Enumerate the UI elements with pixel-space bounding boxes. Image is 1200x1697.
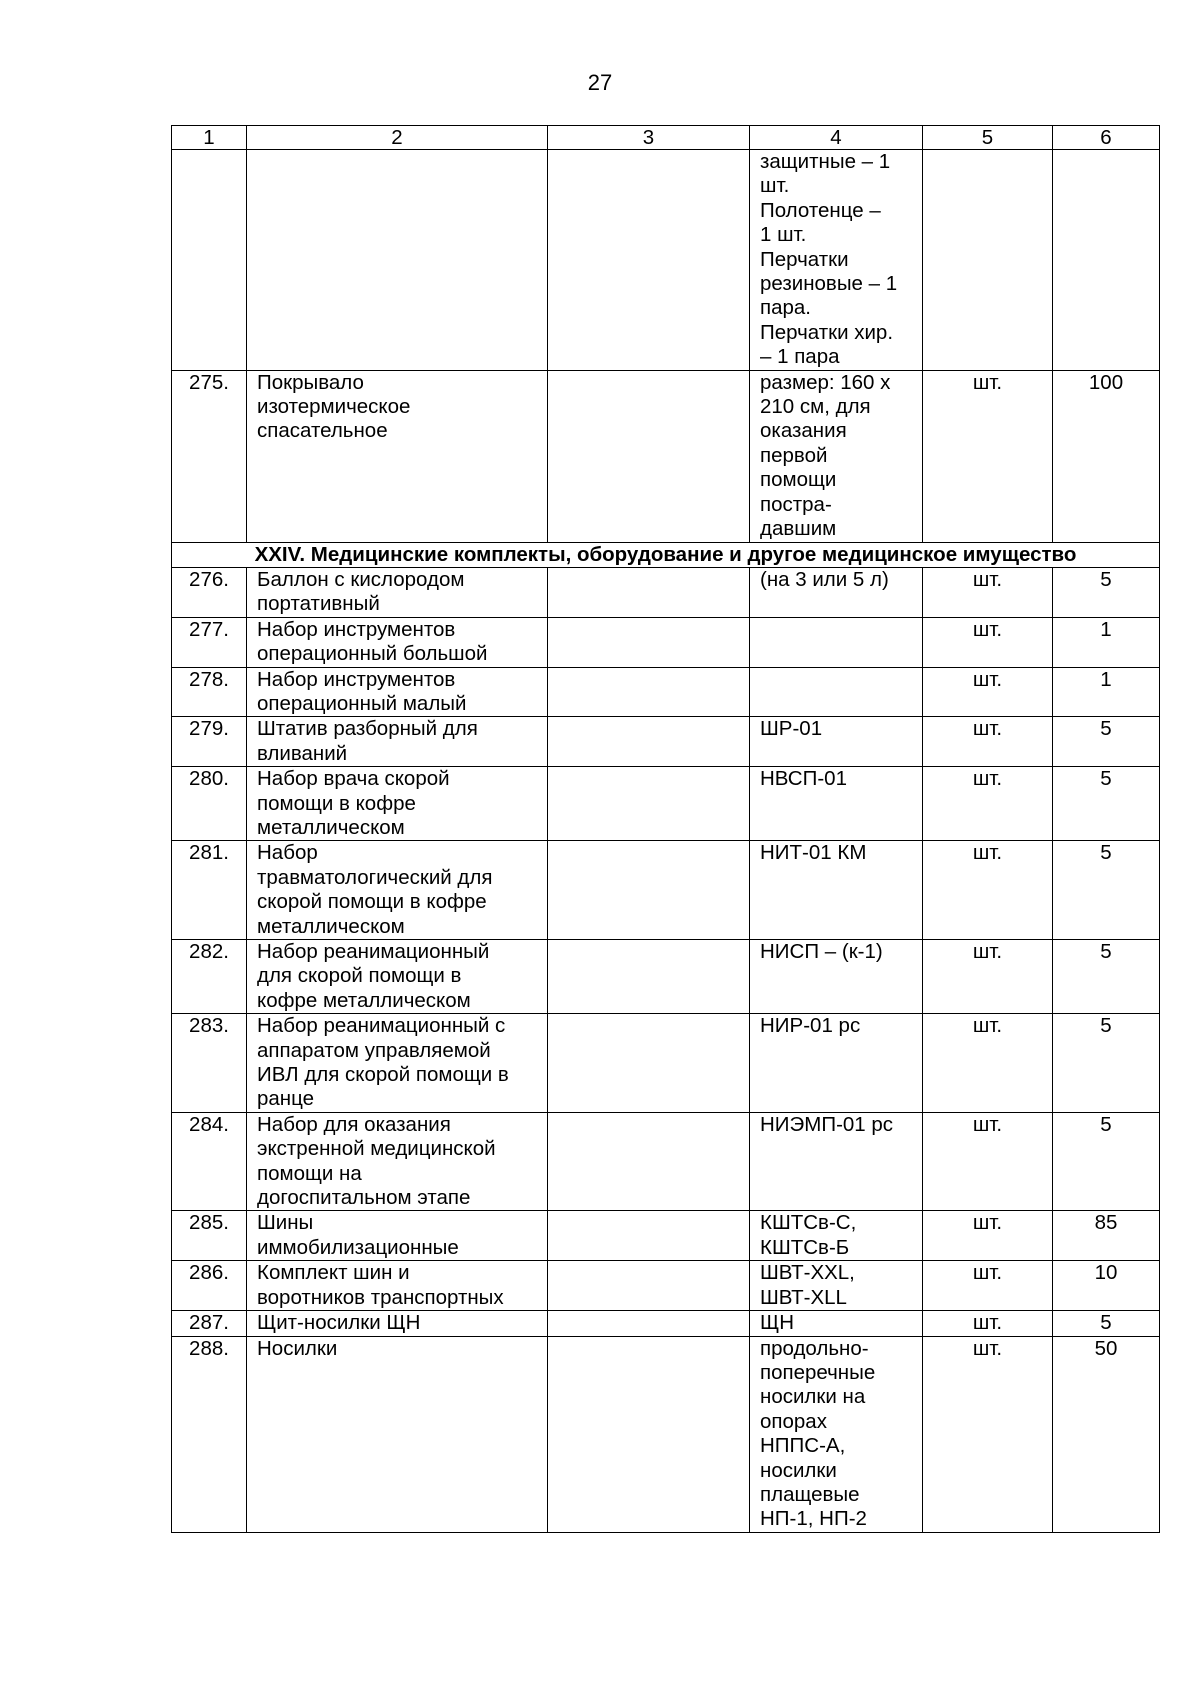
column-3-cell xyxy=(548,617,750,667)
item-name-cell: Шины иммобилизационные xyxy=(247,1211,548,1261)
table-row xyxy=(172,1211,1160,1261)
item-name-cell: Набор травматологический для скорой помощи в кофре металлическом xyxy=(247,841,548,940)
table-row xyxy=(172,767,1160,841)
column-3-cell xyxy=(548,370,750,542)
row-number-cell: 286. xyxy=(172,1261,247,1311)
row-number-cell xyxy=(172,150,247,371)
row-number-cell: 276. xyxy=(172,567,247,617)
column-header: 5 xyxy=(923,126,1053,150)
page-number: 27 xyxy=(587,70,613,95)
specification-cell: НИСП – (к-1) xyxy=(750,940,923,1014)
quantity-cell: 5 xyxy=(1053,567,1160,617)
unit-cell xyxy=(923,150,1053,371)
row-number-cell: 288. xyxy=(172,1336,247,1532)
unit-cell: шт. xyxy=(923,370,1053,542)
item-name-cell: Штатив разборный для вливаний xyxy=(247,717,548,767)
row-number-cell: 284. xyxy=(172,1112,247,1211)
specification-cell xyxy=(750,667,923,717)
table-row xyxy=(172,841,1160,940)
table-row xyxy=(172,150,1160,371)
unit-cell: шт. xyxy=(923,1261,1053,1311)
row-number-cell: 275. xyxy=(172,370,247,542)
row-number-cell: 277. xyxy=(172,617,247,667)
item-name-cell: Носилки xyxy=(247,1336,548,1532)
column-3-cell xyxy=(548,1112,750,1211)
column-header: 1 xyxy=(172,126,247,150)
column-3-cell xyxy=(548,940,750,1014)
table-row xyxy=(172,1014,1160,1113)
column-3-cell xyxy=(548,717,750,767)
column-3-cell xyxy=(548,1211,750,1261)
item-name-cell: Покрывало изотермическое спасательное xyxy=(247,370,548,542)
specification-cell: ШР-01 xyxy=(750,717,923,767)
table-row xyxy=(172,667,1160,717)
column-header: 2 xyxy=(247,126,548,150)
quantity-cell: 100 xyxy=(1053,370,1160,542)
item-name-cell: Баллон с кислородом портативный xyxy=(247,567,548,617)
column-header: 3 xyxy=(548,126,750,150)
row-number-cell: 278. xyxy=(172,667,247,717)
table-row xyxy=(172,940,1160,1014)
quantity-cell: 5 xyxy=(1053,717,1160,767)
table-row xyxy=(172,717,1160,767)
column-3-cell xyxy=(548,150,750,371)
item-name-cell: Комплект шин и воротников транспортных xyxy=(247,1261,548,1311)
quantity-cell: 85 xyxy=(1053,1211,1160,1261)
quantity-cell: 1 xyxy=(1053,617,1160,667)
unit-cell: шт. xyxy=(923,1211,1053,1261)
row-number-cell: 279. xyxy=(172,717,247,767)
item-name-cell: Набор реанимационный с аппаратом управляемой ИВЛ для скорой помощи в ранце xyxy=(247,1014,548,1113)
quantity-cell: 10 xyxy=(1053,1261,1160,1311)
unit-cell: шт. xyxy=(923,767,1053,841)
unit-cell: шт. xyxy=(923,1112,1053,1211)
unit-cell: шт. xyxy=(923,717,1053,767)
unit-cell: шт. xyxy=(923,1311,1053,1336)
quantity-cell: 5 xyxy=(1053,767,1160,841)
column-header: 4 xyxy=(750,126,923,150)
table-row xyxy=(172,617,1160,667)
equipment-table xyxy=(171,125,1160,1533)
table-row xyxy=(172,1261,1160,1311)
unit-cell: шт. xyxy=(923,617,1053,667)
row-number-cell: 282. xyxy=(172,940,247,1014)
row-number-cell: 281. xyxy=(172,841,247,940)
quantity-cell: 5 xyxy=(1053,841,1160,940)
row-number-cell: 280. xyxy=(172,767,247,841)
column-3-cell xyxy=(548,1261,750,1311)
quantity-cell: 5 xyxy=(1053,1112,1160,1211)
column-number-header-row xyxy=(172,126,1160,150)
item-name-cell xyxy=(247,150,548,371)
specification-cell: защитные – 1 шт. Полотенце – 1 шт. Перчатки резиновые – 1 пара. Перчатки хир. – 1 пара xyxy=(750,150,923,371)
table-row xyxy=(172,1336,1160,1532)
row-number-cell: 285. xyxy=(172,1211,247,1261)
row-number-cell: 287. xyxy=(172,1311,247,1336)
row-number-cell: 283. xyxy=(172,1014,247,1113)
column-3-cell xyxy=(548,767,750,841)
unit-cell: шт. xyxy=(923,667,1053,717)
column-header: 6 xyxy=(1053,126,1160,150)
item-name-cell: Щит-носилки ЩН xyxy=(247,1311,548,1336)
unit-cell: шт. xyxy=(923,1336,1053,1532)
item-name-cell: Набор реанимационный для скорой помощи в кофре металлическом xyxy=(247,940,548,1014)
item-name-cell: Набор для оказания экстренной медицинской помощи на догоспитальном этапе xyxy=(247,1112,548,1211)
unit-cell: шт. xyxy=(923,841,1053,940)
column-3-cell xyxy=(548,1336,750,1532)
specification-cell: НИР-01 рс xyxy=(750,1014,923,1113)
unit-cell: шт. xyxy=(923,1014,1053,1113)
specification-cell: НИЭМП-01 рс xyxy=(750,1112,923,1211)
specification-cell: НВСП-01 xyxy=(750,767,923,841)
specification-cell: продольно- поперечные носилки на опорах НППС-А, носилки плащевые НП-1, НП-2 xyxy=(750,1336,923,1532)
item-name-cell: Набор врача скорой помощи в кофре металлическом xyxy=(247,767,548,841)
specification-cell: размер: 160 х 210 см, для оказания первой помощи постра- давшим xyxy=(750,370,923,542)
column-3-cell xyxy=(548,667,750,717)
quantity-cell: 5 xyxy=(1053,940,1160,1014)
section-heading-row xyxy=(172,542,1160,567)
table-row xyxy=(172,1112,1160,1211)
section-title: XXIV. Медицинские комплекты, оборудование и другое медицинское имущество xyxy=(172,542,1160,567)
item-name-cell: Набор инструментов операционный малый xyxy=(247,667,548,717)
column-3-cell xyxy=(548,567,750,617)
unit-cell: шт. xyxy=(923,567,1053,617)
table-row xyxy=(172,567,1160,617)
unit-cell: шт. xyxy=(923,940,1053,1014)
item-name-cell: Набор инструментов операционный большой xyxy=(247,617,548,667)
table-row xyxy=(172,1311,1160,1336)
quantity-cell xyxy=(1053,150,1160,371)
quantity-cell: 1 xyxy=(1053,667,1160,717)
quantity-cell: 5 xyxy=(1053,1311,1160,1336)
specification-cell: ШВТ-XXL, ШВТ-XLL xyxy=(750,1261,923,1311)
table-row xyxy=(172,370,1160,542)
quantity-cell: 5 xyxy=(1053,1014,1160,1113)
specification-cell: КШТСв-С, КШТСв-Б xyxy=(750,1211,923,1261)
specification-cell: НИТ-01 КМ xyxy=(750,841,923,940)
quantity-cell: 50 xyxy=(1053,1336,1160,1532)
column-3-cell xyxy=(548,1014,750,1113)
column-3-cell xyxy=(548,841,750,940)
specification-cell xyxy=(750,617,923,667)
specification-cell: (на 3 или 5 л) xyxy=(750,567,923,617)
specification-cell: ЩН xyxy=(750,1311,923,1336)
column-3-cell xyxy=(548,1311,750,1336)
